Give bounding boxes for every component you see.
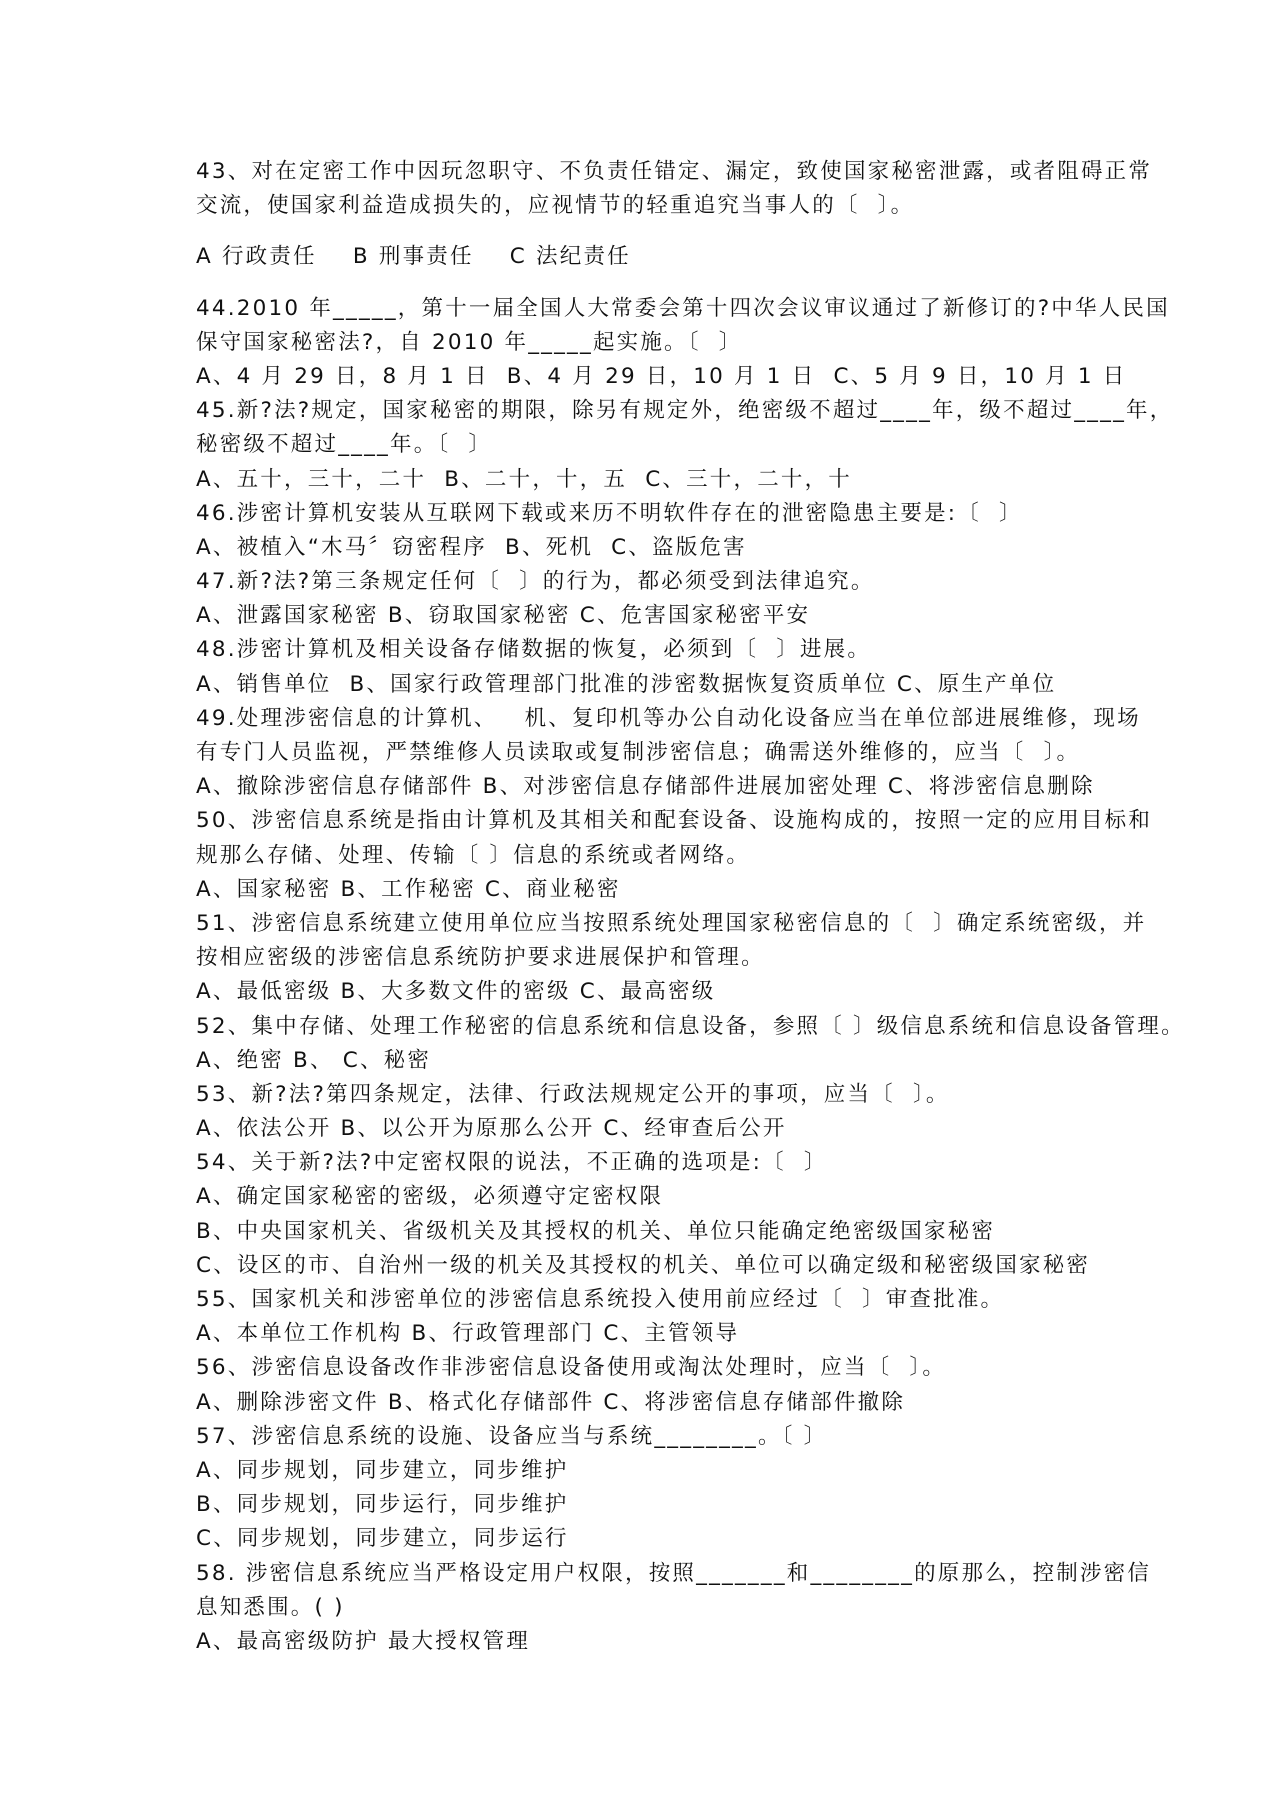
question-48	[196, 633, 1108, 701]
question-43	[196, 155, 1153, 292]
answer-options: A、国家秘密 B、工作秘密 C、商业秘密	[196, 876, 621, 902]
answer-options: A、本单位工作机构 B、行政管理部门 C、主管领导	[196, 1321, 740, 1347]
question-text: 48.涉密计算机及相关设备存储数据的恢复，必须到〔 〕进展。	[196, 637, 872, 663]
answer-options: A、依法公开 B、以公开为原那么公开 C、经审查后公开	[196, 1116, 787, 1142]
answer-options: A、4 月 29 日，8 月 1 日 B、4 月 29 日，10 月 1 日 C、5 月 9 日，10 月 1 日	[196, 363, 1127, 389]
answer-option: A、同步规划，同步建立，同步维护	[196, 1457, 569, 1483]
question-text: 息知悉围。( )	[196, 1594, 345, 1620]
question-text: 49.处理涉密信息的计算机、 机、复印机等办公自动化设备应当在单位部进展维修，现场	[196, 705, 1141, 731]
question-text: 有专门人员监视，严禁维修人员读取或复制涉密信息；确需送外维修的，应当〔 〕。	[196, 740, 1081, 765]
question-text: 52、集中存储、处理工作秘密的信息系统和信息设备，参照〔 〕级信息系统和信息设备管理。	[196, 1013, 1185, 1039]
question-text: 按相应密级的涉密信息系统防护要求进展保护和管理。	[196, 945, 765, 971]
question-57	[196, 1420, 1108, 1557]
question-text: 56、涉密信息设备改作非涉密信息设备使用或淘汰处理时，应当〔 〕。	[196, 1355, 947, 1381]
answer-option: C、设区的市、自治州一级的机关及其授权的机关、单位可以确定级和秘密级国家秘密	[196, 1252, 1091, 1278]
question-56	[196, 1351, 1108, 1419]
answer-options: A、被植入“木马〞窃密程序 B、死机 C、盗版危害	[196, 534, 747, 560]
question-text: 50、涉密信息系统是指由计算机及其相关和配套设备、设施构成的，按照一定的应用目标和	[196, 808, 1153, 834]
question-list	[196, 155, 1185, 1659]
answer-options: A、删除涉密文件 B、格式化存储部件 C、将涉密信息存储部件撤除	[196, 1389, 906, 1415]
question-58	[196, 1557, 1152, 1660]
question-text: 55、国家机关和涉密单位的涉密信息系统投入使用前应经过〔 〕审查批准。	[196, 1287, 1005, 1312]
answer-option: B、中央国家机关、省级机关及其授权的机关、单位只能确定绝密级国家秘密	[196, 1218, 996, 1244]
question-text: 保守国家秘密法?，自 2010 年_____起实施。〔 〕	[196, 329, 743, 355]
answer-options: A 行政责任 B 刑事责任 C 法纪责任	[196, 244, 631, 270]
question-text: 交流，使国家利益造成损失的，应视情节的轻重追究当事人的〔 〕。	[196, 193, 915, 219]
answer-options: A、最低密级 B、大多数文件的密级 C、最高密级	[196, 979, 716, 1005]
question-text: 秘密级不超过____年。〔 〕	[196, 432, 493, 458]
answer-option: C、同步规划，同步建立，同步运行	[196, 1526, 569, 1552]
question-text: 54、关于新?法?中定密权限的说法，不正确的选项是:〔 〕	[196, 1150, 828, 1176]
question-46	[196, 497, 1108, 565]
question-text: 58. 涉密信息系统应当严格设定用户权限，按照_______和________的原那么，控制涉密信	[196, 1560, 1152, 1586]
answer-options: A、五十，三十，二十 B、二十，十，五 C、三十，二十，十	[196, 466, 853, 492]
question-47	[196, 565, 1108, 633]
answer-options: A、销售单位 B、国家行政管理部门批准的涉密数据恢复资质单位 C、原生产单位	[196, 671, 1057, 697]
question-52	[196, 1010, 1185, 1078]
answer-options: A、泄露国家秘密 B、窃取国家秘密 C、危害国家秘密平安	[196, 603, 811, 629]
question-text: 43、对在定密工作中因玩忽职守、不负责任错定、漏定，致使国家秘密泄露，或者阻碍正常	[196, 159, 1153, 184]
answer-option: B、同步规划，同步运行，同步维护	[196, 1492, 569, 1518]
question-54	[196, 1146, 1108, 1283]
question-text: 规那么存储、处理、传输〔 〕信息的系统或者网络。	[196, 842, 751, 868]
answer-options: A、绝密 B、 C、秘密	[196, 1047, 432, 1073]
question-53	[196, 1078, 1108, 1146]
question-44	[196, 292, 1170, 395]
question-55	[196, 1283, 1108, 1351]
question-text: 51、涉密信息系统建立使用单位应当按照系统处理国家秘密信息的〔 〕确定系统密级，并	[196, 910, 1147, 936]
question-45	[196, 394, 1174, 497]
question-50	[196, 804, 1153, 907]
answer-options: A、最高密级防护 最大授权管理	[196, 1628, 531, 1654]
question-text: 46.涉密计算机安装从互联网下载或来历不明软件存在的泄密隐患主要是:〔 〕	[196, 500, 1023, 526]
question-text: 47.新?法?第三条规定任何〔 〕的行为，都必须受到法律追究。	[196, 569, 875, 595]
question-text: 53、新?法?第四条规定，法律、行政法规规定公开的事项，应当〔 〕。	[196, 1081, 950, 1107]
question-49	[196, 702, 1141, 805]
question-text: 45.新?法?规定，国家秘密的期限，除另有规定外，绝密级不超过____年，级不超过____年，	[196, 398, 1174, 424]
answer-option: A、确定国家秘密的密级，必须遵守定密权限	[196, 1184, 664, 1210]
question-text: 44.2010 年_____，第十一届全国人大常委会第十四次会议审议通过了新修订的?中华人民国	[196, 295, 1170, 321]
answer-options: A、撤除涉密信息存储部件 B、对涉密信息存储部件进展加密处理 C、将涉密信息删除	[196, 774, 1095, 800]
question-51	[196, 907, 1147, 1010]
question-text: 57、涉密信息系统的设施、设备应当与系统________。〔 〕	[196, 1423, 828, 1449]
